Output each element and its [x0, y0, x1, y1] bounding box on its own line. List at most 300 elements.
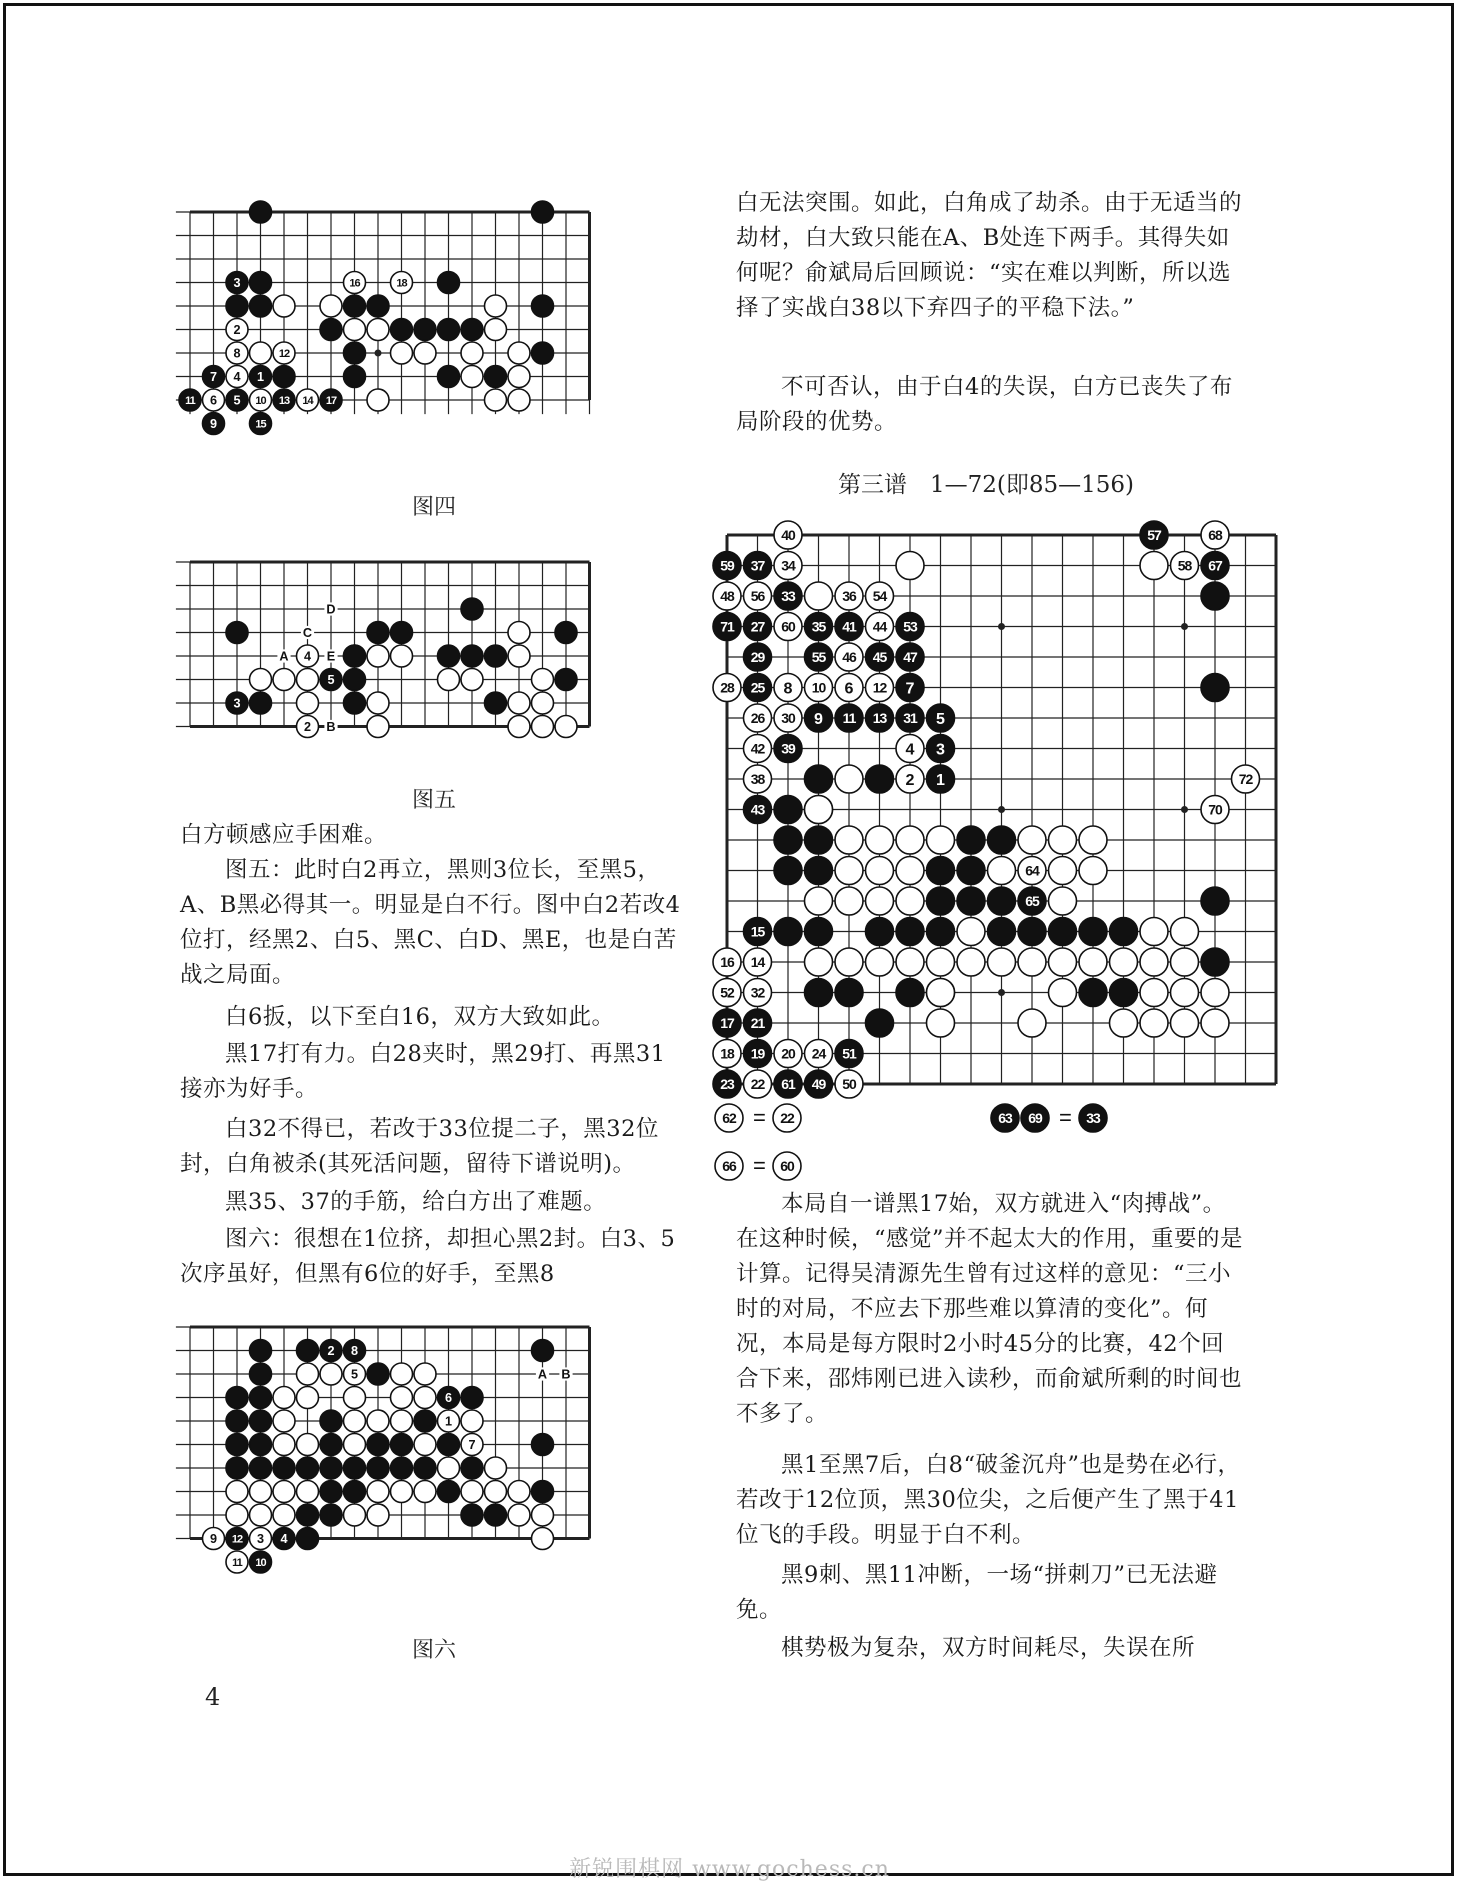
- white-stone: [1079, 826, 1107, 854]
- white-stone: [485, 1481, 507, 1503]
- black-stone: [988, 887, 1016, 915]
- white-stone-numbered: [744, 979, 772, 1007]
- white-stone-numbered: [744, 948, 772, 976]
- white-stone: [1171, 1009, 1199, 1037]
- black-stone: [320, 1434, 342, 1456]
- svg-text:4: 4: [303, 649, 312, 664]
- black-stone-numbered: [1079, 1104, 1107, 1132]
- svg-text:34: 34: [781, 557, 795, 574]
- white-stone: [805, 948, 833, 976]
- svg-text:B: B: [326, 720, 336, 735]
- white-stone: [508, 645, 530, 667]
- svg-text:3: 3: [233, 276, 241, 291]
- white-stone: [957, 948, 985, 976]
- black-stone: [774, 857, 802, 885]
- white-stone: [273, 1434, 295, 1456]
- white-stone: [508, 389, 530, 411]
- svg-text:61: 61: [781, 1076, 795, 1093]
- black-stone: [866, 918, 894, 946]
- black-stone: [532, 201, 554, 223]
- white-stone: [896, 948, 924, 976]
- black-stone: [297, 1340, 319, 1362]
- white-stone: [896, 887, 924, 915]
- svg-text:57: 57: [1147, 527, 1161, 544]
- black-stone: [774, 826, 802, 854]
- black-stone: [805, 765, 833, 793]
- white-stone-numbered: [713, 582, 741, 610]
- svg-text:21: 21: [750, 1015, 765, 1032]
- svg-text:16: 16: [349, 277, 360, 290]
- white-stone: [367, 389, 389, 411]
- black-stone-numbered: [273, 1528, 295, 1550]
- black-stone-numbered: [226, 1528, 248, 1550]
- black-stone: [414, 1457, 436, 1479]
- black-stone: [344, 645, 366, 667]
- white-stone: [250, 1504, 272, 1526]
- svg-text:62: 62: [722, 1110, 736, 1127]
- svg-text:7: 7: [468, 1438, 476, 1453]
- svg-text:6: 6: [844, 679, 854, 698]
- black-stone: [438, 645, 460, 667]
- svg-text:55: 55: [811, 649, 826, 666]
- svg-text:4: 4: [233, 370, 241, 385]
- white-stone-numbered: [226, 1551, 248, 1573]
- svg-text:29: 29: [750, 649, 765, 666]
- white-stone: [273, 1504, 295, 1526]
- paragraph: 棋势极为复杂，双方时间耗尽，失误在所: [781, 1635, 1196, 1661]
- svg-text:42: 42: [750, 740, 765, 757]
- svg-text:6: 6: [209, 393, 218, 408]
- svg-text:39: 39: [781, 740, 795, 757]
- black-stone-numbered: [744, 552, 772, 580]
- white-stone: [273, 1410, 295, 1432]
- white-stone: [835, 826, 863, 854]
- black-stone: [226, 622, 248, 644]
- black-stone: [320, 1504, 342, 1526]
- white-stone: [485, 1457, 507, 1479]
- black-stone: [344, 342, 366, 364]
- svg-text:22: 22: [780, 1110, 794, 1127]
- svg-text:8: 8: [783, 679, 793, 698]
- white-stone: [1171, 979, 1199, 1007]
- black-stone: [250, 201, 272, 223]
- white-stone: [1079, 857, 1107, 885]
- black-stone-numbered: [203, 366, 225, 388]
- white-stone-numbered: [297, 716, 319, 738]
- white-stone: [1140, 979, 1168, 1007]
- svg-text:59: 59: [720, 557, 734, 574]
- white-stone: [391, 1410, 413, 1432]
- black-stone: [344, 692, 366, 714]
- equals-sign: =: [1059, 1105, 1072, 1130]
- black-stone-numbered: [320, 669, 342, 691]
- svg-text:30: 30: [781, 710, 795, 727]
- black-stone: [1079, 918, 1107, 946]
- paragraph: 白方顿感应手困难。: [180, 822, 388, 848]
- svg-text:25: 25: [750, 679, 765, 696]
- white-stone: [344, 319, 366, 341]
- black-stone: [250, 1410, 272, 1432]
- white-stone: [414, 342, 436, 364]
- white-stone-numbered: [1232, 765, 1260, 793]
- white-stone: [367, 319, 389, 341]
- svg-text:22: 22: [750, 1076, 765, 1093]
- black-stone-numbered: [744, 674, 772, 702]
- svg-text:9: 9: [209, 1532, 218, 1547]
- black-stone: [957, 887, 985, 915]
- white-stone: [320, 1363, 342, 1385]
- svg-text:11: 11: [232, 1556, 242, 1569]
- black-stone: [555, 622, 577, 644]
- svg-text:60: 60: [781, 618, 795, 635]
- white-stone: [391, 1481, 413, 1503]
- black-stone-numbered: [250, 413, 272, 435]
- svg-text:C: C: [302, 626, 313, 641]
- white-stone-numbered: [713, 1040, 741, 1068]
- black-stone-numbered: [774, 735, 802, 763]
- white-stone: [532, 669, 554, 691]
- svg-text:5: 5: [327, 673, 335, 688]
- white-stone-numbered: [1201, 521, 1229, 549]
- svg-text:68: 68: [1208, 527, 1222, 544]
- black-stone: [461, 645, 483, 667]
- white-stone: [250, 342, 272, 364]
- black-stone: [297, 1528, 319, 1550]
- fig5-caption: 图五: [412, 788, 457, 813]
- white-stone: [532, 692, 554, 714]
- white-stone: [297, 1434, 319, 1456]
- black-stone: [414, 319, 436, 341]
- black-stone-numbered: [713, 1009, 741, 1037]
- white-stone: [1049, 979, 1077, 1007]
- black-stone: [320, 1481, 342, 1503]
- white-stone: [297, 1387, 319, 1409]
- svg-text:A: A: [279, 649, 289, 664]
- svg-text:24: 24: [811, 1045, 826, 1062]
- white-stone: [1140, 552, 1168, 580]
- white-stone: [485, 319, 507, 341]
- svg-text:1: 1: [256, 370, 265, 385]
- svg-text:6: 6: [444, 1391, 453, 1406]
- svg-text:46: 46: [842, 649, 856, 666]
- svg-text:9: 9: [814, 709, 823, 728]
- white-stone-numbered: [835, 1070, 863, 1098]
- white-stone: [1140, 1009, 1168, 1037]
- white-stone: [508, 692, 530, 714]
- point-letter-label: [277, 649, 290, 663]
- black-stone: [927, 857, 955, 885]
- black-stone: [461, 1387, 483, 1409]
- svg-text:47: 47: [903, 649, 917, 666]
- paragraph: 不可否认，由于白4的失误，白方已丧失了布局阶段的优势。: [736, 374, 1233, 435]
- svg-text:37: 37: [750, 557, 765, 574]
- svg-text:16: 16: [720, 954, 734, 971]
- white-stone: [367, 1410, 389, 1432]
- black-stone-numbered: [713, 552, 741, 580]
- white-stone: [532, 1504, 554, 1526]
- svg-text:9: 9: [209, 417, 218, 432]
- go-diagram-fig4: [168, 190, 678, 480]
- black-stone: [438, 1481, 460, 1503]
- svg-text:12: 12: [231, 1533, 243, 1546]
- svg-text:10: 10: [255, 1556, 266, 1569]
- white-stone-numbered: [835, 674, 863, 702]
- white-stone-numbered: [774, 613, 802, 641]
- white-stone: [391, 1387, 413, 1409]
- white-stone: [226, 1504, 248, 1526]
- svg-text:2: 2: [905, 770, 915, 789]
- black-stone: [532, 1340, 554, 1362]
- svg-text:2: 2: [303, 720, 312, 735]
- paragraph: 黑9刺、黑11冲断，一场“拼刺刀”已无法避免。: [736, 1562, 1218, 1623]
- white-stone-numbered: [715, 1104, 743, 1132]
- black-stone-numbered: [203, 413, 225, 435]
- black-stone-numbered: [226, 389, 248, 411]
- black-stone-numbered: [835, 1040, 863, 1068]
- svg-text:15: 15: [255, 418, 266, 431]
- svg-text:20: 20: [781, 1045, 795, 1062]
- svg-text:E: E: [326, 649, 336, 664]
- svg-text:2: 2: [327, 1344, 335, 1359]
- fig3p-caption: 第三谱 1—72(即85—156): [838, 472, 1135, 498]
- white-stone: [250, 669, 272, 691]
- black-stone-numbered: [273, 389, 295, 411]
- white-stone: [1201, 979, 1229, 1007]
- white-stone-numbered: [203, 389, 225, 411]
- paragraph: 黑1至黑7后，白8“破釜沉舟”也是势在必行，若改于12位顶，黑30位尖，之后便产生了黑于41位飞的手段。明显于白不利。: [736, 1452, 1241, 1548]
- white-stone: [988, 857, 1016, 885]
- white-stone-numbered: [744, 765, 772, 793]
- black-stone: [438, 1434, 460, 1456]
- white-stone-numbered: [1018, 857, 1046, 885]
- svg-text:26: 26: [750, 710, 765, 727]
- white-stone: [927, 979, 955, 1007]
- white-stone: [1079, 948, 1107, 976]
- black-stone: [896, 979, 924, 1007]
- black-stone: [1201, 674, 1229, 702]
- black-stone: [1201, 582, 1229, 610]
- black-stone-numbered: [805, 704, 833, 732]
- black-stone: [391, 622, 413, 644]
- black-stone: [485, 1504, 507, 1526]
- white-stone: [461, 669, 483, 691]
- black-stone-numbered: [250, 1551, 272, 1573]
- svg-text:17: 17: [720, 1015, 734, 1032]
- white-stone: [1049, 948, 1077, 976]
- svg-text:31: 31: [903, 710, 917, 727]
- black-stone: [1201, 948, 1229, 976]
- white-stone: [1049, 857, 1077, 885]
- black-stone: [438, 272, 460, 294]
- point-letter-label: [324, 720, 337, 734]
- page-number: 4: [205, 1683, 221, 1711]
- black-stone: [988, 826, 1016, 854]
- white-stone: [485, 389, 507, 411]
- svg-text:43: 43: [750, 801, 765, 818]
- black-stone: [805, 918, 833, 946]
- black-stone: [273, 1457, 295, 1479]
- white-stone-numbered: [896, 735, 924, 763]
- black-stone-numbered: [1140, 521, 1168, 549]
- svg-text:10: 10: [811, 679, 826, 696]
- black-stone-numbered: [835, 613, 863, 641]
- svg-text:B: B: [561, 1367, 571, 1382]
- white-stone-numbered: [744, 1070, 772, 1098]
- svg-text:15: 15: [750, 923, 765, 940]
- white-stone: [896, 857, 924, 885]
- black-stone: [250, 692, 272, 714]
- white-stone-numbered: [835, 643, 863, 671]
- black-stone: [532, 342, 554, 364]
- white-stone: [835, 857, 863, 885]
- white-stone: [508, 716, 530, 738]
- go-diagram-game-record: [712, 500, 1312, 1100]
- black-stone: [461, 319, 483, 341]
- white-stone: [835, 887, 863, 915]
- white-stone: [367, 1481, 389, 1503]
- white-stone-numbered: [835, 582, 863, 610]
- black-stone-numbered: [320, 389, 342, 411]
- white-stone: [391, 645, 413, 667]
- svg-text:63: 63: [998, 1110, 1012, 1127]
- black-stone-numbered: [320, 1340, 342, 1362]
- white-stone-numbered: [744, 735, 772, 763]
- white-stone-numbered: [805, 674, 833, 702]
- black-stone: [273, 366, 295, 388]
- black-stone: [438, 366, 460, 388]
- black-stone: [461, 1457, 483, 1479]
- svg-text:A: A: [537, 1367, 548, 1382]
- black-stone: [367, 1434, 389, 1456]
- svg-text:1: 1: [936, 770, 945, 789]
- white-stone: [508, 622, 530, 644]
- black-stone: [805, 857, 833, 885]
- svg-text:18: 18: [720, 1045, 734, 1062]
- black-stone: [1079, 979, 1107, 1007]
- black-stone: [866, 765, 894, 793]
- white-stone: [1171, 918, 1199, 946]
- svg-text:35: 35: [811, 618, 826, 635]
- black-stone-numbered: [179, 389, 201, 411]
- white-stone-numbered: [866, 674, 894, 702]
- white-stone-numbered: [713, 979, 741, 1007]
- black-stone-numbered: [927, 735, 955, 763]
- black-stone: [555, 669, 577, 691]
- svg-text:1: 1: [444, 1414, 453, 1429]
- black-stone: [927, 918, 955, 946]
- black-stone: [1110, 918, 1138, 946]
- svg-text:2: 2: [233, 323, 241, 338]
- white-stone-numbered: [713, 948, 741, 976]
- black-stone: [805, 979, 833, 1007]
- white-stone: [1018, 948, 1046, 976]
- white-stone: [555, 716, 577, 738]
- white-stone-numbered: [805, 1040, 833, 1068]
- black-stone: [250, 1387, 272, 1409]
- svg-text:72: 72: [1238, 771, 1253, 788]
- white-stone: [866, 857, 894, 885]
- white-stone-numbered: [438, 1410, 460, 1432]
- svg-text:23: 23: [720, 1076, 734, 1093]
- black-stone: [320, 1457, 342, 1479]
- black-stone: [320, 1410, 342, 1432]
- white-stone: [866, 826, 894, 854]
- svg-text:33: 33: [1086, 1110, 1100, 1127]
- svg-text:19: 19: [750, 1045, 765, 1062]
- svg-text:12: 12: [278, 347, 290, 360]
- white-stone: [344, 1410, 366, 1432]
- svg-text:45: 45: [872, 649, 887, 666]
- white-stone: [1140, 948, 1168, 976]
- svg-text:66: 66: [722, 1158, 736, 1175]
- svg-text:7: 7: [905, 679, 915, 698]
- white-stone: [805, 887, 833, 915]
- white-stone-numbered: [744, 704, 772, 732]
- white-stone-numbered: [344, 1363, 366, 1385]
- white-stone: [414, 1481, 436, 1503]
- black-stone-numbered: [713, 1070, 741, 1098]
- white-stone-numbered: [774, 1040, 802, 1068]
- white-stone: [927, 948, 955, 976]
- svg-text:3: 3: [256, 1532, 265, 1547]
- paragraph: 黑17打有力。白28夹时，黑29打、再黑31接亦为好手。: [180, 1041, 666, 1102]
- svg-text:4: 4: [280, 1532, 288, 1547]
- white-stone: [508, 1481, 530, 1503]
- white-stone: [988, 948, 1016, 976]
- black-stone: [391, 319, 413, 341]
- svg-text:27: 27: [750, 618, 765, 635]
- black-stone: [226, 1434, 248, 1456]
- white-stone: [896, 826, 924, 854]
- white-stone: [273, 295, 295, 317]
- black-stone-numbered: [1021, 1104, 1049, 1132]
- white-stone-numbered: [203, 1528, 225, 1550]
- white-stone: [1110, 1009, 1138, 1037]
- black-stone: [250, 1340, 272, 1362]
- black-stone: [988, 918, 1016, 946]
- svg-text:38: 38: [750, 771, 765, 788]
- white-stone: [508, 342, 530, 364]
- black-stone: [485, 692, 507, 714]
- white-stone-numbered: [744, 582, 772, 610]
- white-stone-numbered: [1201, 796, 1229, 824]
- white-stone: [367, 692, 389, 714]
- black-stone: [344, 1481, 366, 1503]
- white-stone: [414, 1434, 436, 1456]
- equals-sign: =: [753, 1153, 766, 1178]
- black-stone-numbered: [866, 643, 894, 671]
- black-stone-numbered: [713, 613, 741, 641]
- svg-text:D: D: [326, 602, 336, 617]
- white-stone: [1018, 1009, 1046, 1037]
- go-diagram-fig5: [168, 540, 678, 785]
- svg-text:17: 17: [325, 394, 337, 407]
- white-stone: [320, 295, 342, 317]
- white-stone-numbered: [896, 765, 924, 793]
- white-stone-numbered: [226, 366, 248, 388]
- white-stone: [273, 1387, 295, 1409]
- white-stone: [957, 918, 985, 946]
- svg-text:14: 14: [302, 394, 313, 407]
- white-stone: [1110, 948, 1138, 976]
- white-stone-numbered: [866, 613, 894, 641]
- paragraph: 本局自一谱黑17始，双方就进入“肉搏战”。在这种时候，“感觉”并不起太大的作用，重要的是计算。记得吴清源先生曾有过这样的意见：“三小时的对局，不应去下那些难以算清的变化”。何况，本局是每方限时2小时45分的比赛，42个回合下来，邵炜刚已进入读秒，而俞斌所剩的时间也不多了。: [736, 1191, 1244, 1427]
- svg-text:3: 3: [233, 696, 241, 711]
- white-stone: [250, 1481, 272, 1503]
- white-stone: [414, 1363, 436, 1385]
- black-stone: [344, 366, 366, 388]
- black-stone: [532, 1481, 554, 1503]
